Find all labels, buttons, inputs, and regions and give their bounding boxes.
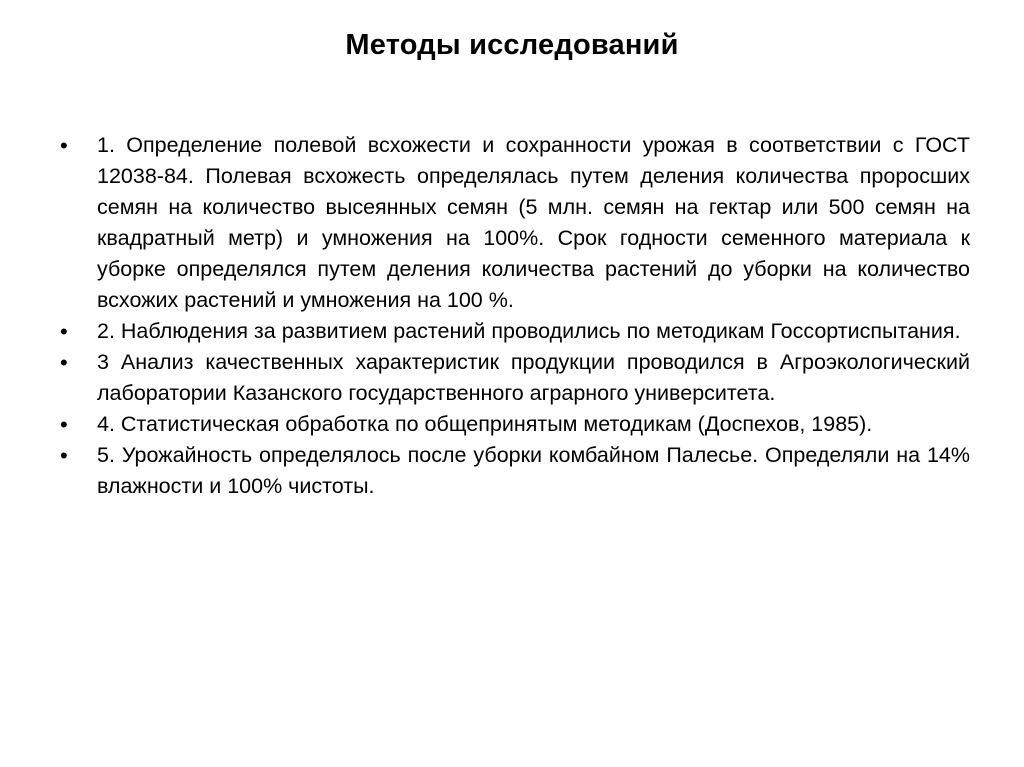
list-item-text: 5. Урожайность определялось после уборки комбайном Палесье. Определяли на 14% влажности и 100% чистоты. bbox=[97, 443, 970, 498]
bullet-point-icon: • bbox=[60, 133, 68, 158]
list-item-text: 1. Определение полевой всхожести и сохранности урожая в соответствии с ГОСТ 12038-84. Полевая всхожесть определялась путем деления количества проросших семян на количество высеянных семян (5 млн. семян на гектар или 500 семян на квадратный метр) и умножения на 100%. Срок годности семенного материала к уборке определялся путем деления количества растений до уборки на количество всхожих растений и умножения на 100 %. bbox=[97, 133, 970, 312]
bullet-point-icon: • bbox=[60, 443, 68, 468]
list-item bbox=[55, 130, 970, 316]
bullet-point-icon: • bbox=[60, 412, 68, 437]
list-item-text: 2. Наблюдения за развитием растений проводились по методикам Госсортиспытания. bbox=[97, 319, 961, 343]
list-item-text: 4. Статистическая обработка по общепринятым методикам (Доспехов, 1985). bbox=[97, 412, 873, 436]
list-item-text: 3 Анализ качественных характеристик продукции проводился в Агроэкологический лаборатории Казанского государственного аграрного университета. bbox=[97, 350, 970, 405]
list-item bbox=[55, 347, 970, 409]
bullet-point-icon: • bbox=[60, 350, 68, 375]
list-item bbox=[55, 316, 970, 347]
bullet-point-icon: • bbox=[60, 319, 68, 344]
list-item bbox=[55, 409, 970, 440]
page-title: Методы исследований bbox=[345, 29, 679, 61]
list-item bbox=[55, 440, 970, 502]
bullet-list bbox=[55, 130, 970, 502]
